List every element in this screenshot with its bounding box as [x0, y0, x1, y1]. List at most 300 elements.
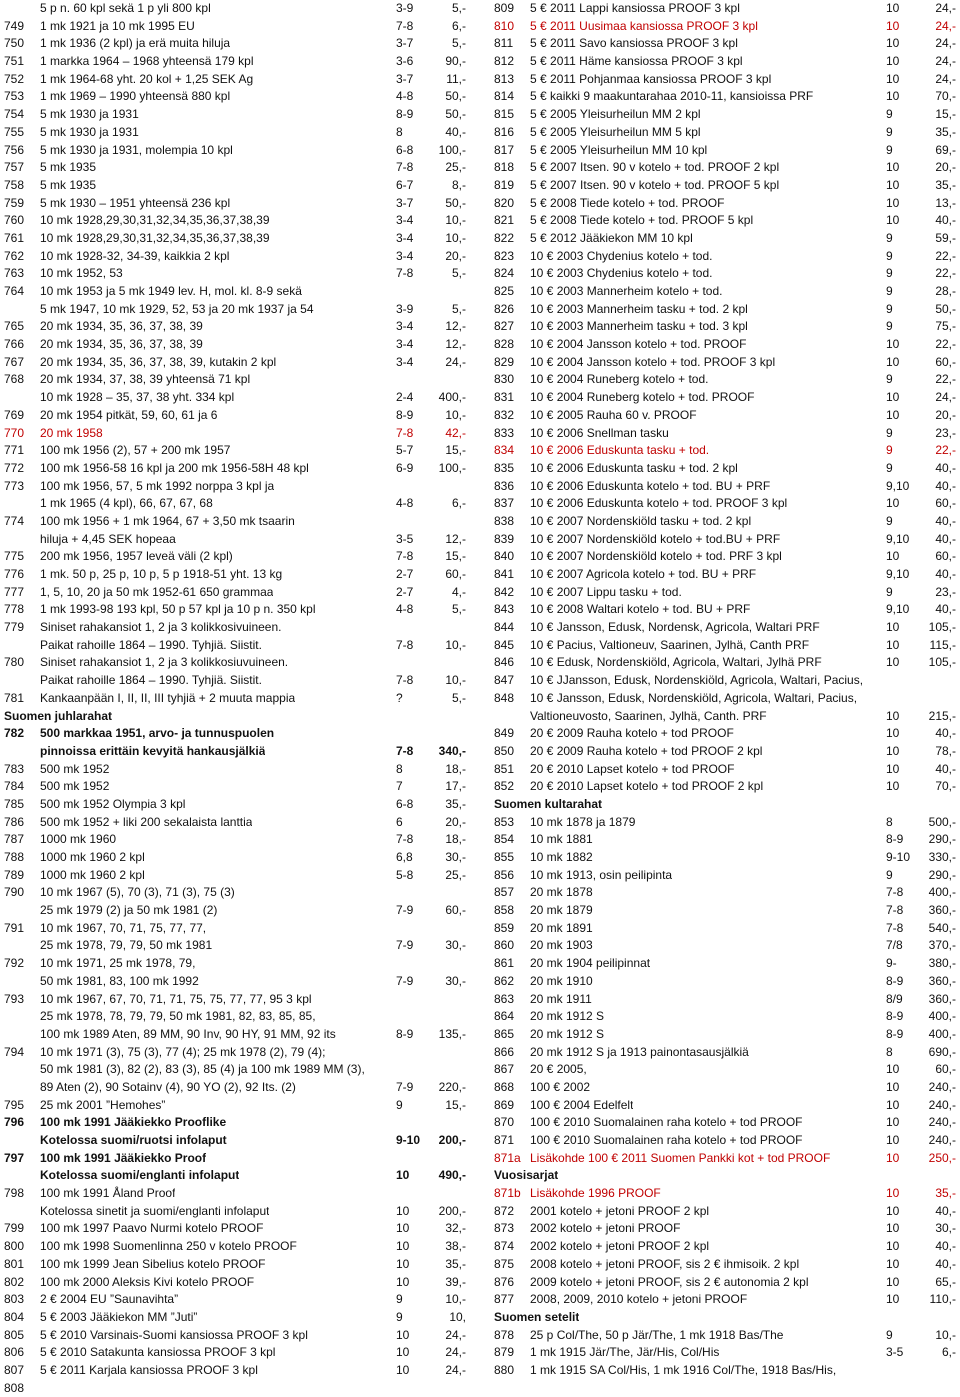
lot-price: 60,- — [935, 1062, 956, 1077]
lot-price: 25,- — [445, 160, 466, 175]
lot-row — [4, 88, 466, 106]
lot-price: 20,- — [935, 407, 956, 422]
lot-price: 60,- — [445, 903, 466, 918]
lot-description: 10 € Jansson, Edusk, Nordenskiöld, Agricola, Waltari, Pacius, — [530, 690, 858, 705]
lot-grade: 9,10 — [886, 602, 910, 617]
lot-row — [4, 1061, 466, 1079]
lot-price: 6,- — [451, 18, 466, 33]
lot-grade: 9 — [886, 266, 893, 281]
lot-description: 5 € 2005 Yleisurheilun MM 5 kpl — [530, 124, 701, 139]
lot-number: 817 — [494, 142, 515, 157]
lot-row — [4, 0, 466, 18]
lot-row — [494, 991, 956, 1009]
lot-row — [4, 371, 466, 389]
lot-row — [494, 1132, 956, 1150]
lot-grade: 7-8 — [886, 903, 904, 918]
lot-number: 848 — [494, 690, 515, 705]
lot-row — [4, 177, 466, 195]
lot-row — [4, 478, 466, 496]
lot-description: 20 mk 1912 S ja 1913 painontasausjälkiä — [530, 1044, 749, 1059]
lot-description: 10 € 2003 Chydenius kotelo + tod. — [530, 248, 713, 263]
lot-number: 814 — [494, 89, 515, 104]
lot-row — [494, 672, 956, 690]
lot-description: 10 € Edusk, Nordenskiöld, Agricola, Waltari, Jylhä PRF — [530, 655, 822, 670]
lot-row — [4, 495, 466, 513]
lot-price: 13,- — [935, 195, 956, 210]
lot-description: 10 mk 1878 ja 1879 — [530, 814, 636, 829]
lot-description: 1 mk 1969 – 1990 yhteensä 880 kpl — [40, 89, 231, 104]
lot-price: 400,- — [928, 1009, 956, 1024]
lot-description: 20 mk 1910 — [530, 973, 593, 988]
lot-row — [4, 690, 466, 708]
lot-row — [494, 53, 956, 71]
lot-number: 773 — [4, 478, 25, 493]
lot-row — [494, 0, 956, 18]
lot-grade: 3-4 — [396, 213, 414, 228]
lot-row — [494, 1256, 956, 1274]
lot-row — [4, 354, 466, 372]
lot-grade: 7-9 — [396, 938, 414, 953]
lot-description: 10 € 2004 Runeberg kotelo + tod. PROOF — [530, 390, 755, 405]
lot-grade: 10 — [396, 1239, 410, 1254]
lot-row — [494, 1150, 956, 1168]
lot-number: 800 — [4, 1239, 25, 1254]
lot-grade: 10 — [886, 1203, 900, 1218]
lot-number: 795 — [4, 1097, 25, 1112]
lot-number: 781 — [4, 690, 25, 705]
lot-grade: 3-4 — [396, 354, 414, 369]
lot-price: 240,- — [928, 1115, 956, 1130]
lot-row — [4, 318, 466, 336]
lot-number: 774 — [4, 513, 25, 528]
lot-price: 35,- — [935, 124, 956, 139]
lot-number: 789 — [4, 867, 25, 882]
lot-number: 847 — [494, 673, 515, 688]
lot-row — [494, 71, 956, 89]
lot-description: 20 € 2009 Rauha kotelo + tod PROOF — [530, 726, 734, 741]
lot-price: 60,- — [445, 567, 466, 581]
lot-description: 10 € 2006 Snellman tasku — [530, 425, 669, 440]
left-column — [4, 0, 466, 1397]
lot-grade: 9 — [886, 124, 893, 139]
lot-price: 10,- — [445, 1292, 466, 1307]
lot-price: 70,- — [935, 779, 956, 794]
lot-row — [494, 849, 956, 867]
lot-price: 18,- — [445, 761, 466, 776]
lot-row — [494, 124, 956, 142]
lot-description: 10 mk 1928-32, 34-39, kaikkia 2 kpl — [40, 248, 230, 263]
lot-description: 2 € 2004 EU ”Saunavihta” — [40, 1292, 179, 1307]
lot-price: 5,- — [451, 1, 466, 15]
lot-row — [4, 761, 466, 779]
lot-row — [4, 389, 466, 407]
lot-row — [4, 106, 466, 124]
lot-row — [494, 1097, 956, 1115]
lot-row — [4, 1114, 466, 1132]
lot-number: 806 — [4, 1345, 25, 1360]
lot-price: 24,- — [935, 390, 956, 405]
lot-grade: 3-7 — [396, 36, 414, 51]
lot-number: 879 — [494, 1345, 515, 1360]
lot-price: 500,- — [928, 814, 956, 829]
lot-number: 862 — [494, 973, 515, 988]
lot-row — [4, 973, 466, 991]
lot-number: 758 — [4, 177, 25, 192]
lot-grade: 7-8 — [396, 160, 414, 175]
lot-price: 370,- — [928, 938, 956, 953]
lot-price: 240,- — [928, 1097, 956, 1112]
lot-description: 500 mk 1952 + liki 200 sekalaista lanttia — [40, 814, 253, 829]
lot-grade: 3-6 — [396, 54, 414, 69]
lot-grade: 8-9 — [886, 1009, 904, 1024]
lot-row — [4, 1362, 466, 1380]
lot-number: 805 — [4, 1327, 25, 1342]
lot-row — [4, 955, 466, 973]
lot-grade: 5-7 — [396, 443, 414, 458]
lot-grade: 7-9 — [396, 973, 414, 988]
lot-number: 863 — [494, 991, 515, 1006]
lot-description: 5 mk 1930 ja 1931 — [40, 107, 139, 122]
lot-grade: 10 — [886, 1256, 900, 1271]
lot-row — [4, 1026, 466, 1044]
lot-number: 799 — [4, 1221, 25, 1236]
lot-number: 752 — [4, 71, 25, 86]
lot-description: 20 mk 1878 — [530, 885, 593, 900]
lot-grade: 9 — [396, 1292, 403, 1307]
lot-grade: 3-7 — [396, 71, 414, 86]
lot-description: 20 € 2010 Lapset kotelo + tod PROOF 2 kpl — [530, 779, 764, 794]
lot-row — [494, 1044, 956, 1062]
lot-row — [4, 619, 466, 637]
lot-grade: 7-8 — [396, 743, 414, 758]
lot-description: 20 mk 1904 peilipinnat — [530, 956, 651, 971]
lot-row — [494, 1185, 956, 1203]
lot-price: 50,- — [935, 301, 956, 316]
lot-row — [4, 937, 466, 955]
lot-price: 20,- — [445, 814, 466, 829]
lot-number: 857 — [494, 885, 515, 900]
lot-row — [4, 230, 466, 248]
lot-number: 838 — [494, 513, 515, 528]
lot-grade: 9 — [886, 301, 893, 316]
lot-grade: 4-8 — [396, 89, 414, 104]
lot-price: 22,- — [935, 372, 956, 387]
lot-grade: 10 — [886, 1133, 900, 1147]
lot-description: 20 mk 1911 — [530, 991, 592, 1006]
lot-description: 10 € 2006 Eduskunta tasku + tod. 2 kpl — [530, 460, 738, 475]
lot-row — [4, 1079, 466, 1097]
lot-row — [494, 1220, 956, 1238]
section-heading — [494, 796, 956, 814]
lot-grade: 3-4 — [396, 337, 414, 352]
lot-number: 791 — [4, 920, 25, 935]
lot-row — [4, 53, 466, 71]
lot-price: 69,- — [935, 142, 956, 157]
lot-price: 340,- — [438, 743, 466, 758]
lot-description: 25 mk 1978, 79, 79, 50 mk 1981 — [40, 938, 213, 953]
lot-price: 10,- — [445, 407, 466, 422]
lot-price: 105,- — [928, 620, 956, 635]
lot-row — [4, 796, 466, 814]
lot-description: 10 € 2004 Jansson kotelo + tod. PROOF — [530, 337, 747, 352]
lot-row — [4, 442, 466, 460]
lot-description: 10 mk 1928,29,30,31,32,34,35,36,37,38,39 — [40, 230, 270, 245]
lot-number: 856 — [494, 867, 515, 882]
lot-description: 5 € 2005 Yleisurheilun MM 2 kpl — [530, 107, 701, 122]
lot-description: 10 mk 1882 — [530, 850, 593, 864]
lot-row — [4, 902, 466, 920]
lot-description: 1 mk 1965 (4 kpl), 66, 67, 67, 68 — [40, 496, 213, 511]
lot-row — [494, 1291, 956, 1309]
lot-description: 100 mk 1997 Paavo Nurmi kotelo PROOF — [40, 1221, 264, 1236]
lot-description: 100 mk 1956 + 1 mk 1964, 67 + 3,50 mk tsaarin — [40, 513, 295, 528]
lot-grade: 10 — [886, 71, 900, 86]
lot-description: Siniset rahakansiot 1, 2 ja 3 kolikkosivuineen. — [40, 620, 282, 635]
lot-price: 10,- — [445, 673, 466, 688]
lot-price: 23,- — [935, 584, 956, 599]
lot-grade: 8/9 — [886, 991, 903, 1006]
lot-price: 11,- — [446, 71, 466, 86]
lot-number: 828 — [494, 337, 515, 352]
lot-description: 10 € 2007 Lippu tasku + tod. — [530, 584, 682, 599]
right-column — [494, 0, 956, 1380]
lot-description: 5 mk 1930 ja 1931 — [40, 124, 139, 139]
lot-number: 796 — [4, 1115, 25, 1130]
lot-grade: 10 — [886, 1274, 900, 1289]
lot-description: 10 mk 1971, 25 mk 1978, 79, — [40, 956, 196, 971]
lot-row — [4, 336, 466, 354]
lot-description: 20 mk 1934, 35, 36, 37, 38, 39, kutakin 2 kpl — [40, 354, 277, 369]
lot-row — [4, 248, 466, 266]
lot-row — [494, 761, 956, 779]
lot-number: 818 — [494, 160, 515, 175]
lot-number: 826 — [494, 301, 515, 316]
lot-number: 830 — [494, 372, 515, 387]
lot-row — [4, 212, 466, 230]
lot-number: 761 — [4, 230, 25, 245]
lot-price: 100,- — [438, 142, 466, 157]
lot-description: 1 mk 1964-68 yht. 20 kol + 1,25 SEK Ag — [40, 71, 254, 86]
lot-price: 30,- — [445, 850, 466, 864]
lot-number: 811 — [494, 36, 514, 51]
lot-row — [494, 1362, 956, 1380]
lot-description: 1000 mk 1960 2 kpl — [40, 850, 145, 864]
lot-description: 1 mk 1921 ja 10 mk 1995 EU — [40, 18, 195, 33]
lot-description: 10 € 2006 Eduskunta tasku + tod. — [530, 443, 710, 458]
lot-price: 30,- — [445, 938, 466, 953]
lot-number: 751 — [4, 54, 25, 69]
lot-number: 785 — [4, 796, 25, 811]
lot-price: 135,- — [438, 1026, 466, 1041]
lot-number: 786 — [4, 814, 25, 829]
lot-grade: 10 — [396, 1256, 410, 1271]
lot-number: 798 — [4, 1186, 25, 1201]
lot-price: 40,- — [935, 1256, 956, 1271]
lot-description: 10 mk 1881 — [530, 832, 593, 847]
lot-row — [494, 1114, 956, 1132]
lot-price: 50,- — [445, 89, 466, 104]
lot-grade: 5-8 — [396, 867, 414, 882]
lot-grade: 10 — [886, 160, 900, 175]
lot-row — [494, 1238, 956, 1256]
lot-price: 360,- — [928, 973, 956, 988]
lot-grade: 9- — [886, 956, 897, 971]
lot-grade: 8-9 — [886, 832, 904, 847]
lot-grade: 10 — [886, 213, 900, 228]
lot-description: 10 € 2008 Waltari kotelo + tod. BU + PRF — [530, 602, 751, 617]
lot-number: 824 — [494, 266, 515, 281]
lot-row — [4, 159, 466, 177]
lot-description: 20 € 2005, — [530, 1062, 587, 1077]
lot-description: 20 € 2010 Lapset kotelo + tod PROOF — [530, 761, 735, 776]
lot-description: 10 € Jansson, Edusk, Nordensk, Agricola, Waltari PRF — [530, 620, 820, 635]
lot-number: 842 — [494, 584, 515, 599]
lot-row — [494, 460, 956, 478]
lot-row — [4, 654, 466, 672]
lot-row — [494, 159, 956, 177]
lot-grade: 9 — [396, 1097, 403, 1112]
lot-row — [494, 778, 956, 796]
lot-number: 850 — [494, 743, 515, 758]
lot-description: 500 markkaa 1951, arvo- ja tunnuspuolen — [40, 726, 275, 741]
lot-price: 40,- — [935, 1203, 956, 1218]
lot-row — [494, 1008, 956, 1026]
lot-description: 1 markka 1964 – 1968 yhteensä 179 kpl — [40, 54, 254, 69]
lot-grade: 10 — [886, 36, 900, 51]
lot-row — [494, 442, 956, 460]
lot-grade: 9 — [886, 284, 893, 298]
lot-description: 5 mk 1935 — [40, 177, 97, 192]
lot-grade: 7-8 — [396, 673, 414, 688]
lot-description: 5 € 2011 Häme kansiossa PROOF 3 kpl — [530, 54, 743, 69]
lot-description: Kankaanpään I, II, II, III tyhjiä + 2 muuta mappia — [40, 690, 296, 705]
lot-price: 28,- — [935, 284, 956, 298]
lot-grade: 8 — [396, 761, 403, 776]
lot-grade: 8-9 — [886, 973, 904, 988]
lot-price: 10, — [449, 1309, 466, 1324]
lot-price: 39,- — [445, 1274, 466, 1289]
lot-row — [4, 1274, 466, 1292]
lot-description: 20 mk 1954 pitkät, 59, 60, 61 ja 6 — [40, 407, 218, 422]
lot-price: 35,- — [935, 177, 956, 192]
lot-description: 5 p n. 60 kpl sekä 1 p yli 800 kpl — [40, 1, 211, 15]
lot-row — [4, 814, 466, 832]
lot-row — [4, 1238, 466, 1256]
lot-description: 5 mk 1935 — [40, 160, 97, 175]
lot-price: 40,- — [935, 513, 956, 528]
lot-description: 100 € 2010 Suomalainen raha kotelo + tod PROOF — [530, 1133, 803, 1147]
lot-grade: 8 — [886, 814, 893, 829]
lot-description: 10 € 2003 Mannerheim tasku + tod. 2 kpl — [530, 301, 748, 316]
lot-number: 851 — [494, 761, 515, 776]
lot-grade: 8-9 — [886, 1026, 904, 1041]
lot-grade: 9 — [396, 1309, 403, 1324]
lot-number: 762 — [4, 248, 25, 263]
lot-row — [494, 1079, 956, 1097]
lot-number: 757 — [4, 160, 25, 175]
lot-row — [4, 1167, 466, 1185]
lot-number: 755 — [4, 124, 25, 139]
lot-grade: 10 — [886, 1150, 900, 1165]
lot-description: 20 mk 1934, 37, 38, 39 yhteensä 71 kpl — [40, 372, 251, 387]
lot-description: 100 mk 1991 Åland Proof — [40, 1186, 176, 1201]
lot-number: 784 — [4, 779, 25, 794]
lot-grade: 10 — [886, 637, 900, 652]
lot-description: 10 mk 1928 – 35, 37, 38 yht. 334 kpl — [40, 390, 235, 405]
lot-number: 775 — [4, 549, 25, 564]
lot-description: 10 mk 1971 (3), 75 (3), 77 (4); 25 mk 1978 (2), 79 (4); — [40, 1044, 326, 1059]
lot-row — [494, 35, 956, 53]
lot-price: 18,- — [445, 832, 466, 847]
lot-row — [494, 566, 956, 584]
lot-row — [4, 672, 466, 690]
lot-grade: 10 — [886, 354, 900, 369]
lot-number: 778 — [4, 602, 25, 617]
lot-row — [4, 124, 466, 142]
lot-grade: 10 — [396, 1221, 410, 1236]
lot-number: 815 — [494, 107, 515, 122]
lot-price: 24,- — [445, 1345, 466, 1360]
lot-price: 10,- — [445, 637, 466, 652]
lot-row — [494, 1061, 956, 1079]
lot-price: 40,- — [935, 567, 956, 581]
lot-price: 40,- — [935, 531, 956, 546]
lot-number: 750 — [4, 36, 25, 51]
lot-description: 5 mk 1930 – 1951 yhteensä 236 kpl — [40, 195, 231, 210]
lot-description: 10 € 2007 Nordenskiöld tasku + tod. 2 kpl — [530, 513, 752, 528]
lot-grade: 9 — [886, 460, 893, 475]
lot-number: 854 — [494, 832, 515, 847]
lot-price: 5,- — [451, 266, 466, 281]
lot-description: 2002 kotelo + jetoni PROOF 2 kpl — [530, 1239, 710, 1254]
lot-price: 20,- — [935, 160, 956, 175]
lot-number: 844 — [494, 620, 515, 635]
lot-price: 10,- — [445, 230, 466, 245]
lot-price: 10,- — [445, 213, 466, 228]
lot-number: 765 — [4, 319, 25, 334]
lot-grade: 10 — [886, 549, 900, 564]
lot-number: 843 — [494, 602, 515, 617]
lot-row — [4, 584, 466, 602]
lot-price: 15,- — [445, 549, 466, 564]
lot-grade: 10 — [396, 1345, 410, 1360]
lot-description: 25 mk 1979 (2) ja 50 mk 1981 (2) — [40, 903, 218, 918]
lot-number: 877 — [494, 1292, 515, 1307]
lot-description: 20 mk 1934, 35, 36, 37, 38, 39 — [40, 337, 203, 352]
lot-price: 490,- — [438, 1168, 466, 1183]
lot-description: 100 mk 1991 Jääkiekko Proof — [40, 1150, 207, 1165]
lot-row — [494, 937, 956, 955]
lot-grade: 9 — [886, 425, 893, 440]
lot-grade: 6-7 — [396, 177, 414, 192]
lot-description: 5 € 2005 Yleisurheilun MM 10 kpl — [530, 142, 708, 157]
lot-description: 10 € 2006 Eduskunta kotelo + tod. PROOF 3 kpl — [530, 496, 788, 511]
lot-description: 5 € 2010 Varsinais-Suomi kansiossa PROOF 3 kpl — [40, 1327, 308, 1342]
lot-row — [494, 1274, 956, 1292]
lot-description: 10 € 2003 Mannerheim kotelo + tod. — [530, 284, 723, 298]
lot-description: 50 mk 1981, 83, 100 mk 1992 — [40, 973, 199, 988]
lot-grade: 10 — [886, 743, 900, 758]
lot-grade: 10 — [886, 390, 900, 405]
lot-description: 20 mk 1912 S — [530, 1009, 605, 1024]
lot-price: 22,- — [935, 337, 956, 352]
lot-description: 100 mk 1999 Jean Sibelius kotelo PROOF — [40, 1256, 266, 1271]
lot-row — [494, 884, 956, 902]
lot-row — [494, 1344, 956, 1362]
lot-description: 5 € 2011 Karjala kansiossa PROOF 3 kpl — [40, 1362, 258, 1377]
lot-row — [494, 708, 956, 726]
lot-grade: 7-8 — [396, 18, 414, 33]
